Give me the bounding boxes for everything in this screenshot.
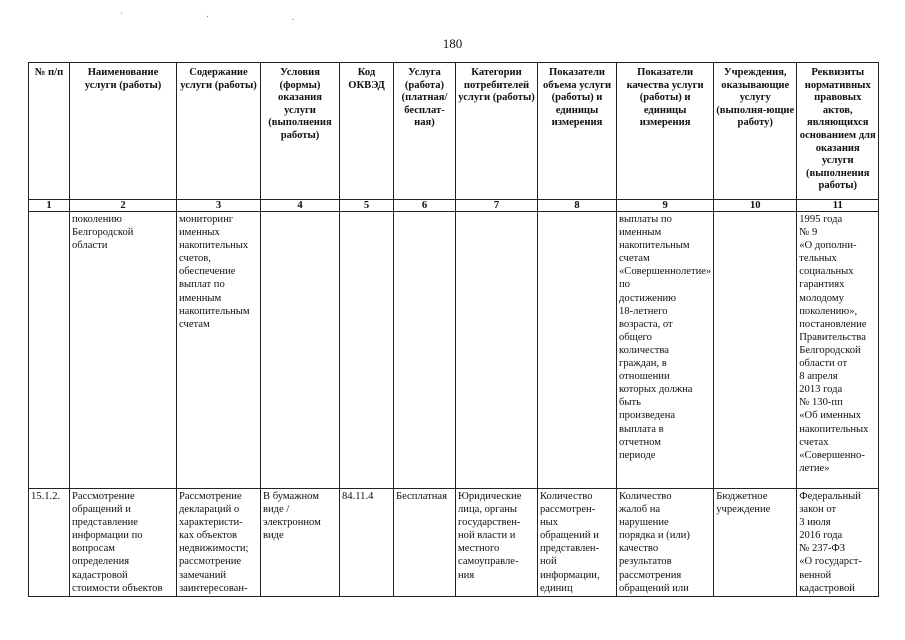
table-cell (714, 212, 797, 489)
table-cell: Рассмотрение деклараций о характеристи- ках объектов недвижимости; рассмотрение замечаний заинтересован- (177, 489, 261, 597)
header-cell-volume-indicators: Показатели объема услуги (работы) и единицы измерения (538, 63, 617, 200)
column-number: 2 (70, 200, 177, 212)
table-cell: мониторинг именных накопительных счетов, обеспечение выплат по именным накопительным счетам (177, 212, 261, 489)
column-number: 1 (29, 200, 70, 212)
table-row (29, 489, 879, 597)
page-number: 180 (442, 36, 463, 51)
header-row (29, 63, 879, 200)
table-cell (538, 212, 617, 489)
table-cell: В бумажном виде / электронном виде (261, 489, 340, 597)
header-cell-consumers: Категории потребителей услуги (работы) (456, 63, 538, 200)
column-number: 8 (538, 200, 617, 212)
column-number: 10 (714, 200, 797, 212)
column-number: 9 (617, 200, 714, 212)
header-cell-institutions: Учреждения, оказывающие услугу (выполня-ющие работу) (714, 63, 797, 200)
column-number: 3 (177, 200, 261, 212)
header-cell-number: № п/п (29, 63, 70, 200)
table-cell: Бюджетное учреждение (714, 489, 797, 597)
column-numbers-row (29, 200, 879, 212)
table-cell: выплаты по именным накопительным счетам «Совершеннолетие» по достижению 18-летнего возраста, от общего количества граждан, в отношении которых должна быть произведена выплата в отчетном периоде (617, 212, 714, 489)
column-number: 5 (340, 200, 394, 212)
table-cell: 15.1.2. (29, 489, 70, 597)
table-cell (340, 212, 394, 489)
table-cell (261, 212, 340, 489)
header-cell-okved: Код ОКВЭД (340, 63, 394, 200)
services-table (28, 62, 879, 597)
header-cell-service-name: Наименование услуги (работы) (70, 63, 177, 200)
header-cell-conditions: Условия (формы) оказания услуги (выполнения работы) (261, 63, 340, 200)
table-row (29, 212, 879, 489)
table-cell (456, 212, 538, 489)
column-number: 6 (394, 200, 456, 212)
table-cell: Количество рассмотрен- ных обращений и представлен- ной информации, единиц (538, 489, 617, 597)
column-number: 11 (797, 200, 879, 212)
table-cell: Федеральный закон от 3 июля 2016 года № 237-ФЗ «О государст- венной кадастровой (797, 489, 879, 597)
table-cell: Бесплатная (394, 489, 456, 597)
table-cell (394, 212, 456, 489)
scan-marks: ` · . (120, 12, 335, 23)
header-cell-quality-indicators: Показатели качества услуги (работы) и единицы измерения (617, 63, 714, 200)
table-cell: 1995 года № 9 «О дополни- тельных социальных гарантиях молодому поколению», постановление Правительства Белгородской области от 8 апреля 2013 года № 130-пп «Об именных накопительных счетах «Совершенно- летие» (797, 212, 879, 489)
column-number: 7 (456, 200, 538, 212)
table-cell: Юридические лица, органы государствен- ной власти и местного самоуправле- ния (456, 489, 538, 597)
header-cell-paid-free: Услуга (работа) (платная/ бесплат-ная) (394, 63, 456, 200)
column-number: 4 (261, 200, 340, 212)
table-cell: поколению Белгородской области (70, 212, 177, 489)
table-cell (29, 212, 70, 489)
header-cell-legal-acts: Реквизиты нормативных правовых актов, являющихся основанием для оказания услуги (выполнения работы) (797, 63, 879, 200)
table-cell: Рассмотрение обращений и представление информации по вопросам определения кадастровой стоимости объектов (70, 489, 177, 597)
table-cell: 84.11.4 (340, 489, 394, 597)
table-cell: Количество жалоб на нарушение порядка и (или) качество результатов рассмотрения обращений или (617, 489, 714, 597)
header-cell-content: Содержание услуги (работы) (177, 63, 261, 200)
